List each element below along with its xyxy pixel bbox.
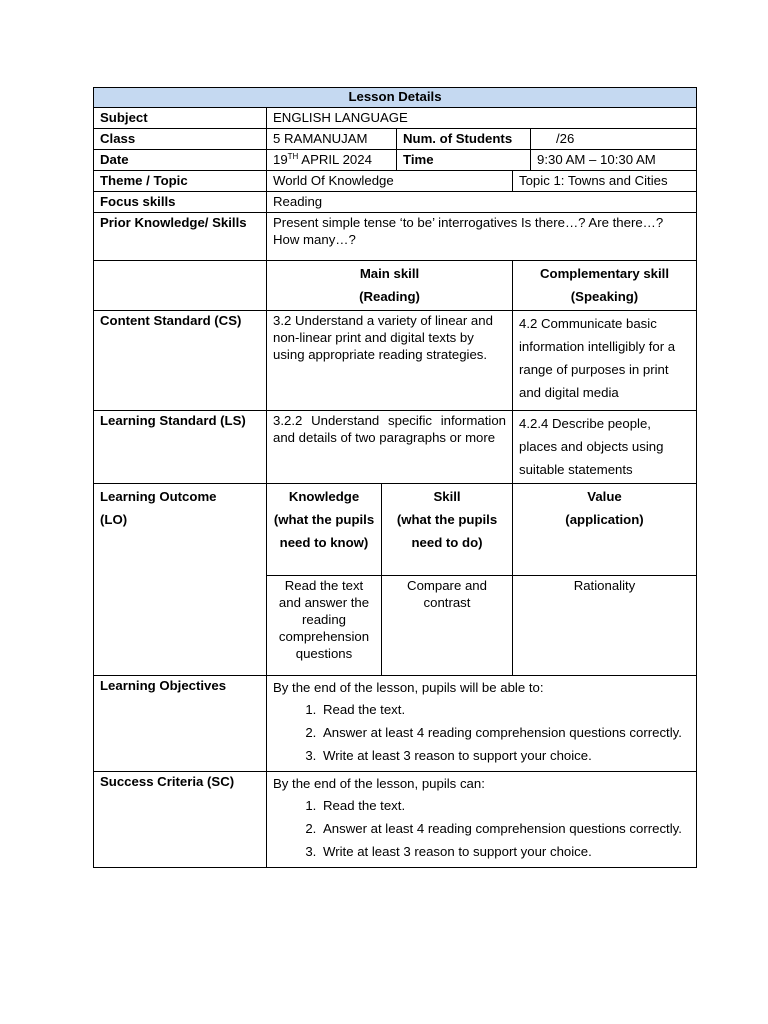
list-item: 3. Write at least 3 reason to support your choice. (320, 744, 690, 767)
knowledge-title: Knowledge (288, 489, 360, 504)
date-month-year: APRIL 2024 (298, 152, 372, 167)
complementary-skill-title: Complementary skill (540, 266, 669, 281)
lesson-details-document (93, 87, 696, 868)
success-criteria-intro: By the end of the lesson, pupils can: (273, 776, 485, 791)
success-criteria-label: Success Criteria (SC) (94, 772, 267, 868)
subject-label: Subject (94, 108, 267, 129)
class-value: 5 RAMANUJAM (267, 129, 397, 150)
time-value: 9:30 AM – 10:30 AM (531, 150, 697, 171)
main-skill-subtitle: (Reading) (359, 289, 420, 304)
success-criteria-list (273, 794, 690, 863)
learning-standard-main: 3.2.2 Understand specific information and details of two paragraphs or more (267, 411, 513, 484)
date-label: Date (94, 150, 267, 171)
learning-outcome-label-line1: Learning Outcome (100, 489, 217, 504)
complementary-skill-header (513, 261, 697, 311)
value-subtitle: (application) (565, 512, 644, 527)
learning-standard-complementary: 4.2.4 Describe people, places and objects using suitable statements (513, 411, 697, 484)
prior-knowledge-value: Present simple tense ‘to be’ interrogatives Is there…? Are there…? How many…? (267, 213, 697, 261)
content-standard-complementary: 4.2 Communicate basic information intelligibly for a range of purposes in print and digital media (513, 311, 697, 411)
list-item: 1. Read the text. (320, 794, 690, 817)
learning-objectives-label: Learning Objectives (94, 676, 267, 772)
skill-title: Skill (433, 489, 461, 504)
theme-label: Theme / Topic (94, 171, 267, 192)
content-standard-label: Content Standard (CS) (94, 311, 267, 411)
date-value (267, 150, 397, 171)
lesson-details-table (93, 87, 697, 868)
title-row (94, 88, 697, 108)
content-standard-main: 3.2 Understand a variety of linear and non-linear print and digital texts by using appropriate reading strategies. (267, 311, 513, 411)
skills-header-row (94, 261, 697, 311)
focus-label: Focus skills (94, 192, 267, 213)
students-label: Num. of Students (397, 129, 531, 150)
learning-outcome-label-line2: (LO) (100, 512, 128, 527)
time-label: Time (397, 150, 531, 171)
success-criteria-row (94, 772, 697, 868)
theme-value: World Of Knowledge (267, 171, 513, 192)
learning-objectives-list (273, 698, 690, 767)
learning-objectives-content (267, 676, 697, 772)
date-day: 19 (273, 152, 288, 167)
skills-header-empty (94, 261, 267, 311)
skill-subtitle: (what the pupils need to do) (396, 512, 498, 550)
knowledge-subtitle: (what the pupils need to know) (273, 512, 375, 550)
learning-outcome-label (94, 484, 267, 676)
value-content: Rationality (513, 576, 697, 676)
complementary-skill-subtitle: (Speaking) (570, 289, 639, 304)
learning-objectives-intro: By the end of the lesson, pupils will be able to: (273, 680, 544, 695)
value-header (513, 484, 697, 576)
main-skill-header (267, 261, 513, 311)
learning-objectives-row (94, 676, 697, 772)
theme-row (94, 171, 697, 192)
learning-standard-label: Learning Standard (LS) (94, 411, 267, 484)
table-title: Lesson Details (94, 88, 697, 108)
list-item: 1. Read the text. (320, 698, 690, 721)
class-label: Class (94, 129, 267, 150)
students-value: /26 (531, 129, 697, 150)
topic-value: Topic 1: Towns and Cities (513, 171, 697, 192)
subject-value: ENGLISH LANGUAGE (267, 108, 697, 129)
list-item: 2. Answer at least 4 reading comprehension questions correctly. (320, 721, 690, 744)
main-skill-title: Main skill (359, 266, 420, 281)
list-item: 2. Answer at least 4 reading comprehension questions correctly. (320, 817, 690, 840)
content-standard-row (94, 311, 697, 411)
skill-content: Compare and contrast (382, 576, 513, 676)
prior-knowledge-label: Prior Knowledge/ Skills (94, 213, 267, 261)
list-item: 3. Write at least 3 reason to support your choice. (320, 840, 690, 863)
prior-knowledge-row (94, 213, 697, 261)
class-row (94, 129, 697, 150)
skill-header (382, 484, 513, 576)
focus-row (94, 192, 697, 213)
knowledge-header (267, 484, 382, 576)
learning-outcome-header-row (94, 484, 697, 576)
date-suffix: TH (287, 152, 299, 161)
focus-value: Reading (267, 192, 697, 213)
learning-standard-row (94, 411, 697, 484)
knowledge-content: Read the text and answer the reading comprehension questions (267, 576, 382, 676)
value-title: Value (587, 489, 622, 504)
success-criteria-content (267, 772, 697, 868)
date-row (94, 150, 697, 171)
subject-row (94, 108, 697, 129)
